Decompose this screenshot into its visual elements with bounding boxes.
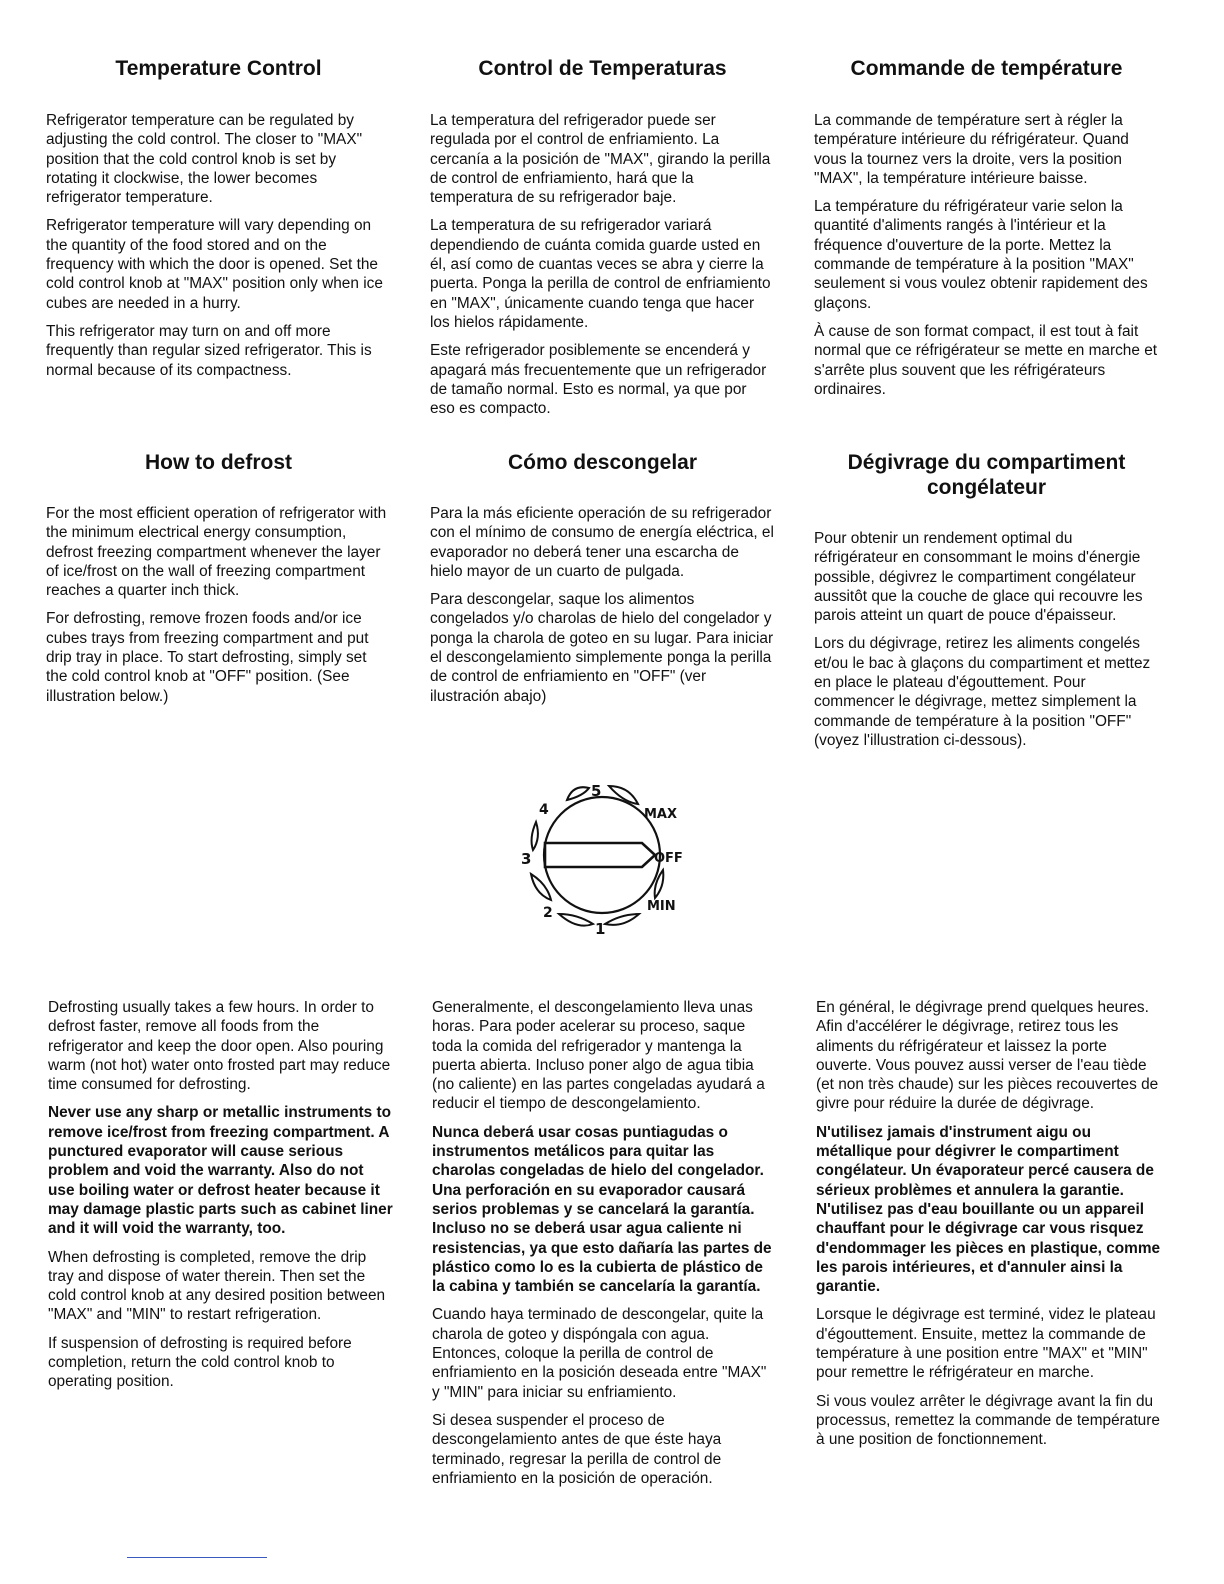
- temp-section-en: [46, 56, 391, 389]
- dial-pointer: [545, 843, 655, 867]
- defrost-section-fr: [814, 450, 1159, 759]
- dial-arc-1-min: [605, 914, 639, 925]
- paragraph: This refrigerator may turn on and off more frequently than regular sized refrigerator. This is normal because of its compactness.: [46, 322, 372, 379]
- paragraph: Refrigerator temperature will vary depending on the quantity of the food stored and on the frequency with which the door is opened. Set the cold control knob at "MAX" position only when ice cubes are needed in a hurry.: [46, 217, 383, 312]
- paragraph: La temperatura del refrigerador puede ser regulada por el control de enfriamiento. La cercanía a la posición de "MAX", girando la perilla de control de enfriamiento, hará que la temperatura de su refrigerador baje.: [430, 112, 771, 207]
- dial-label-4: 4: [539, 802, 549, 818]
- paragraph: Refrigerator temperature can be regulated by adjusting the cold control. The closer to "MAX" position that the cold control knob is set by rotating it clockwise, the lower becomes refrigerator temperature.: [46, 112, 363, 207]
- dial-arc-4-5: [567, 787, 589, 800]
- footer-rule: [127, 1557, 267, 1558]
- defrost-details-es: [432, 998, 777, 1497]
- paragraph: À cause de son format compact, il est tout à fait normal que ce réfrigérateur se mette en marche et s'arrête plus souvent que les réfrigérateurs ordinaires.: [814, 322, 1158, 398]
- dial-knob-circle: [544, 797, 660, 913]
- section-title: Temperature Control: [115, 57, 322, 80]
- defrost-details-en: [48, 998, 393, 1401]
- warning-paragraph: Never use any sharp or metallic instruments to remove ice/frost from freezing compartment. A punctured evaporator will cause serious problem and void the warranty. Also do not use boiling water or defrost heater because it may damage plastic parts such as cabinet liner and it will void the warranty, too.: [48, 1104, 393, 1238]
- paragraph: Para descongelar, saque los alimentos congelados y/o charolas de hielo del congelador y ponga la charola de goteo en su lugar. Para iniciar el descongelamiento simplemente ponga la perilla de control de enfriamiento en "OFF" (ver ilustración abajo): [430, 591, 774, 705]
- paragraph: La temperatura de su refrigerador variará dependiendo de cuánta comida guarde usted en él, así como de cuantas veces se abra y cierre la puerta. Ponga la perilla de control de enfriamiento en "MAX", únicamente cuando tenga que hacer los hielos rápidamente.: [430, 217, 771, 331]
- section-title: Dégivrage du compartiment congélateur: [847, 451, 1126, 499]
- section-title: Control de Temperaturas: [478, 57, 727, 80]
- paragraph: Este refrigerador posiblemente se encenderá y apagará más frecuentemente que un refrigerador de tamaño normal. Esto es normal, ya que por eso es compacto.: [430, 342, 767, 418]
- paragraph: Si desea suspender el proceso de descongelamiento antes de que éste haya terminado, regresar la perilla de control de enfriamiento en la posición de operación.: [432, 1411, 722, 1487]
- dial-label-max: MAX: [644, 807, 678, 822]
- paragraph: Para la más eficiente operación de su refrigerador con el mínimo de consumo de energía eléctrica, el evaporador no deberá tener una escarcha de hielo mayor de un cuarto de pulgada.: [430, 505, 774, 580]
- paragraph: For defrosting, remove frozen foods and/or ice cubes trays from freezing compartment and put drip tray in place. To start defrosting, simply set the cold control knob at "OFF" position. (See illustration below.): [46, 610, 369, 705]
- dial-label-off: OFF: [654, 851, 683, 866]
- defrost-details-fr: [816, 998, 1161, 1459]
- paragraph: If suspension of defrosting is required before completion, return the cold control knob to operating position.: [48, 1334, 352, 1391]
- paragraph: When defrosting is completed, remove the drip tray and dispose of water therein. Then set the cold control knob at any desired position between "MAX" and "MIN" to restart refrigeration.: [48, 1248, 386, 1324]
- dial-label-min: MIN: [647, 899, 676, 914]
- dial-label-3: 3: [521, 850, 532, 868]
- section-title: How to defrost: [145, 451, 292, 474]
- paragraph: La commande de température sert à régler la température intérieure du réfrigérateur. Quand vous la tournez vers la droite, vers la position "MAX", la température intérieure baisse.: [814, 112, 1129, 187]
- cold-control-dial-illustration: [505, 772, 695, 942]
- paragraph: La température du réfrigérateur varie selon la quantité d'aliments rangés à l'intérieur et la fréquence d'ouverture de la porte. Mettez la commande de température à la position "MAX" seulement si vous voulez obtenir rapidement des glaçons.: [814, 198, 1148, 312]
- paragraph: Si vous voulez arrêter le dégivrage avant la fin du processus, remettez la commande de température à une position de fonctionnement.: [816, 1392, 1160, 1449]
- paragraph: Lorsque le dégivrage est terminé, videz le plateau d'égouttement. Ensuite, mettez la commande de température à une position entre "MAX" et "MIN" pour remettre le réfrigérateur en marche.: [816, 1306, 1156, 1382]
- temp-section-fr: [814, 56, 1159, 408]
- paragraph: En général, le dégivrage prend quelques heures. Afin d'accélérer le dégivrage, retirez tous les aliments du réfrigérateur et laissez la porte ouverte. Vous pouvez aussi verser de l'eau tiède (et non très chaude) sur les pièces recouvertes de givre pour réduire la durée de dégivrage.: [816, 999, 1159, 1113]
- warning-paragraph: Nunca deberá usar cosas puntiagudas o instrumentos metálicos para quitar las charolas congeladas de hielo del congelador. Una perforación en su evaporador causará serios problemas y se cancelará la garantía. Incluso no se deberá usar agua caliente ni resistencias, ya que esto dañaría las partes de plástico como lo es la cubierta de plástico de la cabina y también se cancelaría la garantía.: [432, 1123, 772, 1296]
- temp-section-es: [430, 56, 775, 427]
- dial-label-5: 5: [591, 782, 602, 800]
- dial-arc-3-4: [532, 822, 538, 850]
- paragraph: For the most efficient operation of refrigerator with the minimum electrical energy consumption, defrost freezing compartment whenever the layer of ice/frost on the wall of freezing compartment reaches a quarter inch thick.: [46, 505, 387, 600]
- defrost-section-en: [46, 450, 391, 715]
- paragraph: Cuando haya terminado de descongelar, quite la charola de goteo y dispóngala con agua. Entonces, coloque la perilla de control de enfriamiento en la posición deseada entre "MAX" y "MIN" para iniciar su enfriamiento.: [432, 1306, 767, 1401]
- warning-paragraph: N'utilisez jamais d'instrument aigu ou métallique pour dégivrer le compartiment congélateur. Un évaporateur percé causera de sérieux problèmes et annulera la garantie. N'utilisez pas d'eau bouillante ou un appareil chauffant pour le dégivrage car vous risquez d'endommager les pièces en plastique, comme les parois intérieures, et d'annuler ainsi la garantie.: [816, 1123, 1161, 1296]
- paragraph: Lors du dégivrage, retirez les aliments congelés et/ou le bac à glaçons du compartiment et mettez en place le plateau d'égouttement. Pour commencer le dégivrage, mettez simplement la commande de température à la position "OFF" (voyez l'illustration ci-dessous).: [814, 635, 1151, 749]
- paragraph: Pour obtenir un rendement optimal du réfrigérateur en consommant le moins d'énergie possible, dégivrez le compartiment congélateur aussitôt que la couche de glace qui recouvre les parois atteint un quart de pouce d'épaisseur.: [814, 530, 1143, 625]
- defrost-section-es: [430, 450, 775, 715]
- dial-arc-1-2: [559, 914, 593, 926]
- dial-label-1: 1: [595, 920, 606, 938]
- paragraph: Defrosting usually takes a few hours. In order to defrost faster, remove all foods from the refrigerator and keep the door open. Also pouring warm (not hot) water onto frosted part may reduce time consumed for defrosting.: [48, 999, 391, 1094]
- paragraph: Generalmente, el descongelamiento lleva unas horas. Para poder acelerar su proceso, saque toda la comida del refrigerador y mantenga la puerta abierta. Incluso poner algo de agua tibia (no caliente) en las partes congeladas ayudará a reducir el tiempo de descongelamiento.: [432, 999, 765, 1113]
- section-title: Cómo descongelar: [507, 451, 698, 474]
- section-title: Commande de température: [850, 57, 1123, 80]
- dial-label-2: 2: [543, 905, 553, 921]
